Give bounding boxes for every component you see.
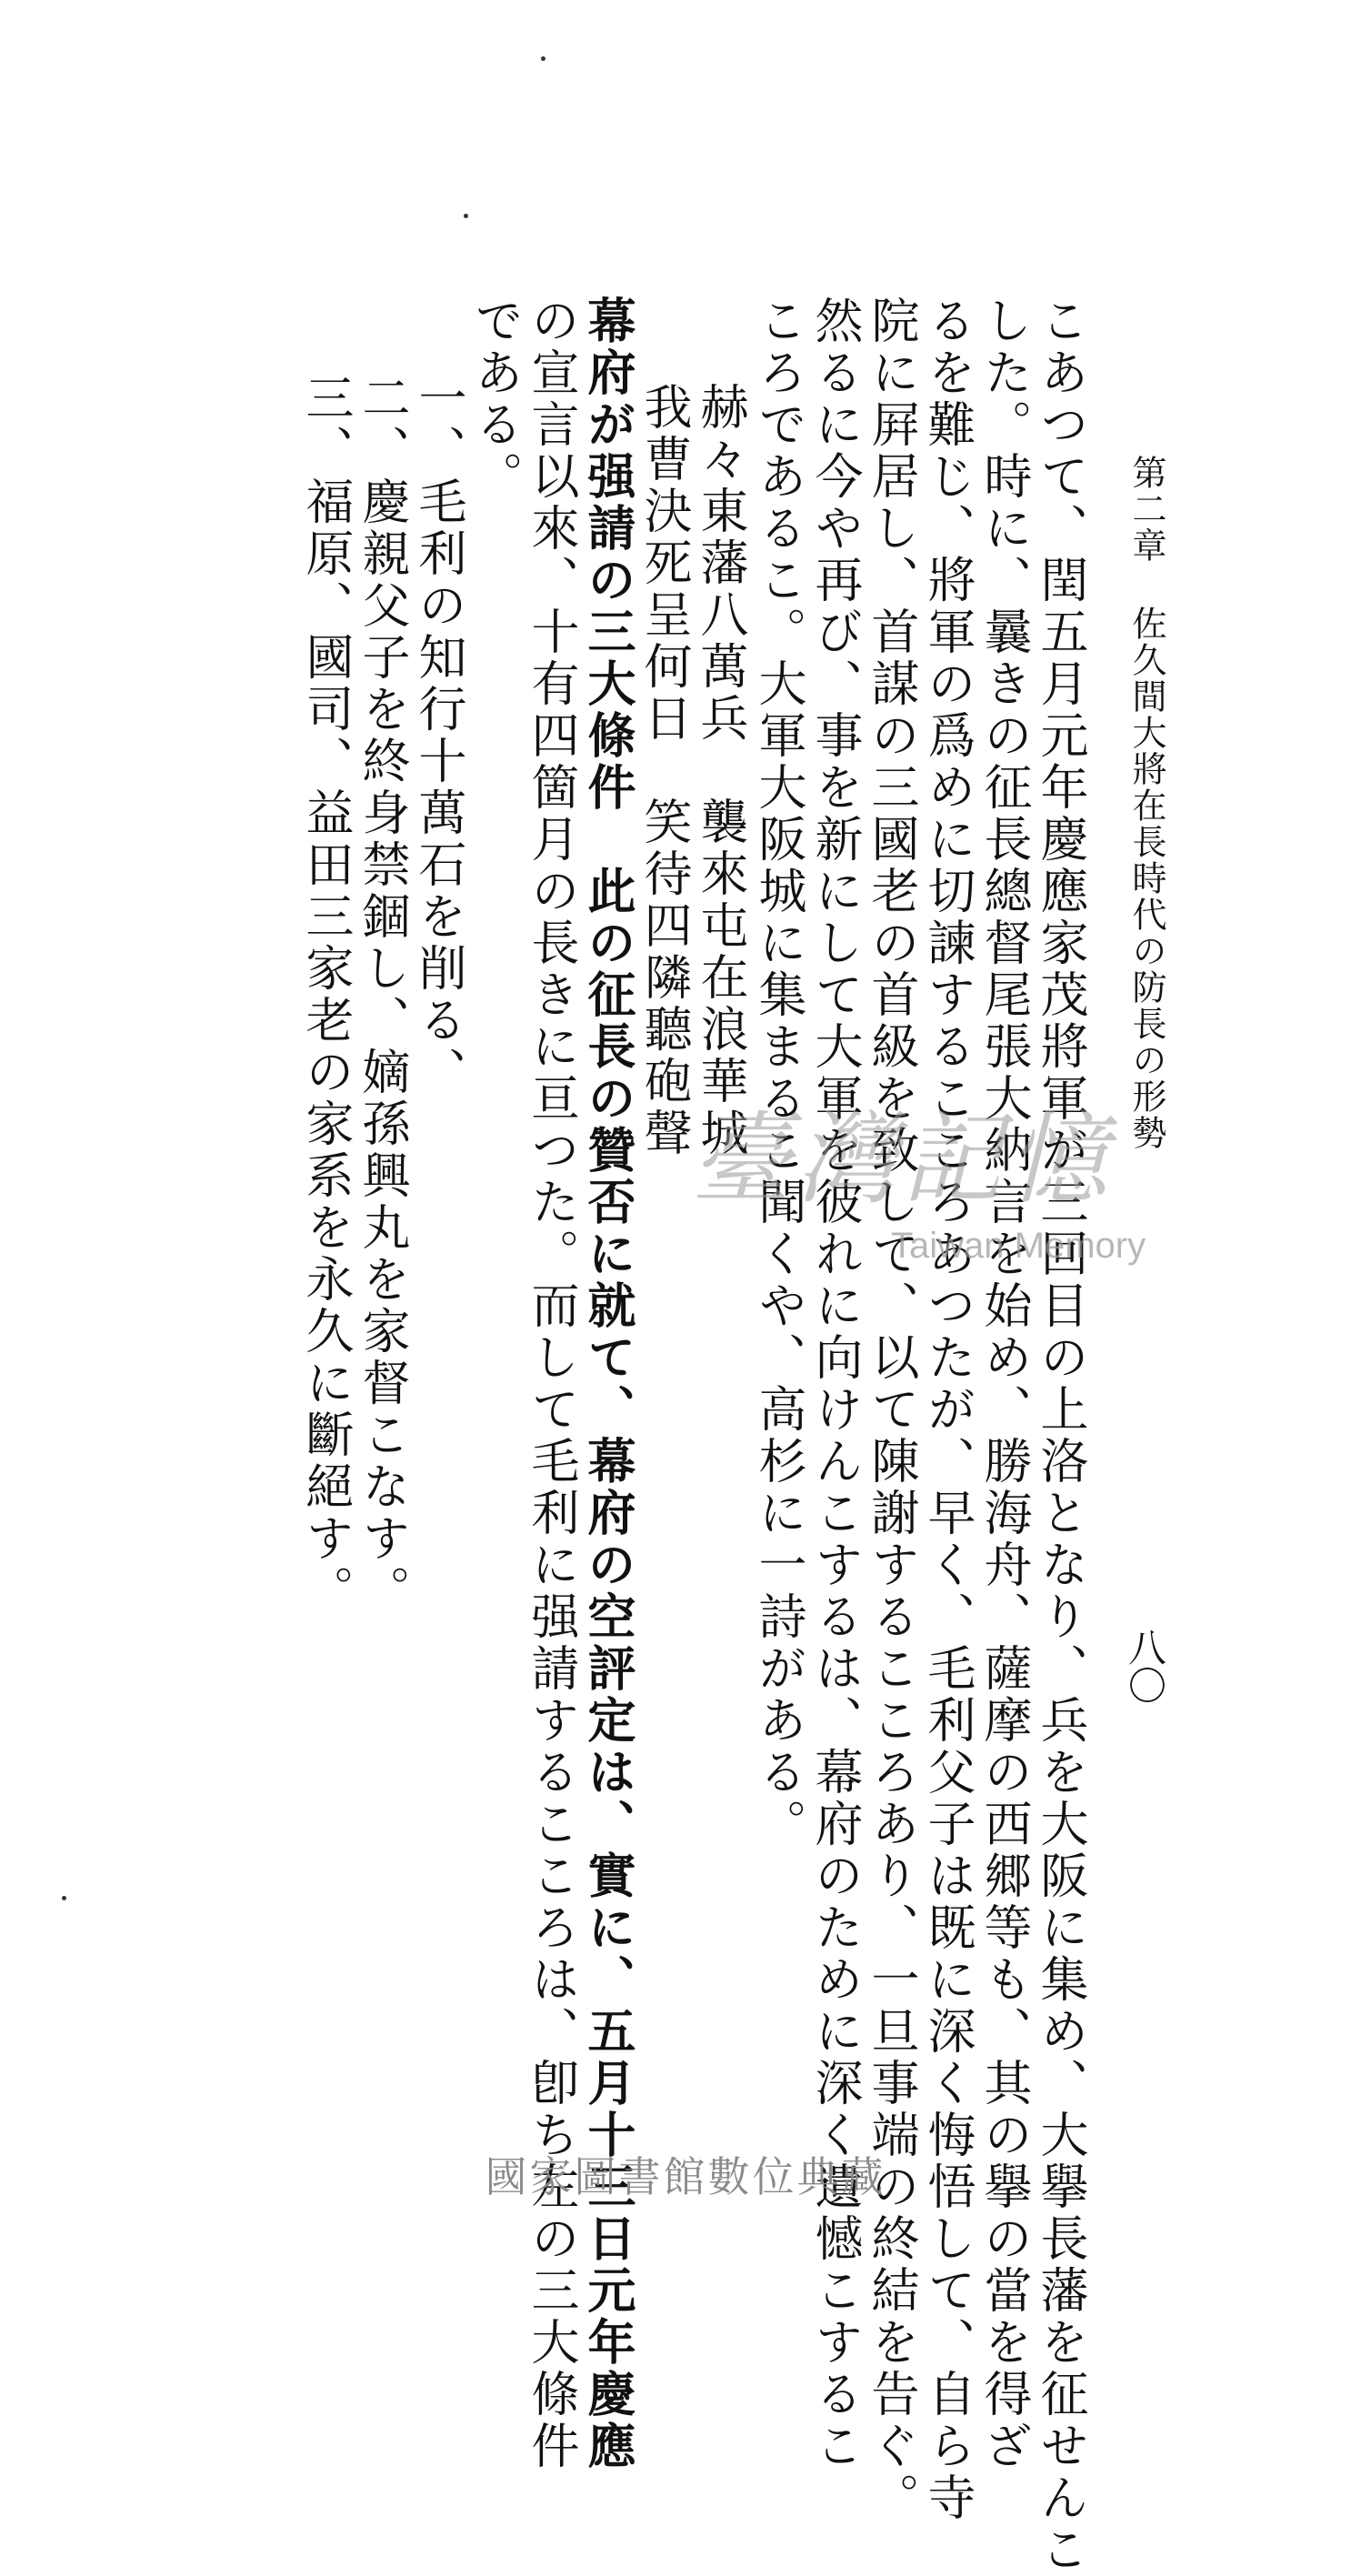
page-number: 八〇 xyxy=(1123,1628,1167,1704)
text-column-3: るを難じ、將軍の爲めに切諫するこころあつたが、早く、毛利父子は既に深く悔悟して、自ら寺 xyxy=(920,296,976,2524)
text-column-2: した。時に、曩きの征長總督尾張大納言を始め、勝海舟、薩摩の西郷等も、其の擧の當を得ざ xyxy=(976,296,1032,2472)
text-column-7: の宣言以來、十有四箇月の長きに亘つた。而して毛利に强請するこころは、卽ち左の三大條件 xyxy=(524,296,579,2472)
scan-speck xyxy=(541,56,545,61)
condition-item-3: 三、福原、國司、益田三家老の家系を永久に斷絕す。 xyxy=(298,373,354,1617)
scan-speck xyxy=(464,214,468,218)
watermark-logo-subtext: Taiwan Memory xyxy=(891,1226,1146,1266)
poem-line-2: 我曹決死呈何日 笑待四隣聽砲聲 xyxy=(636,382,692,1159)
collection-footer: 國家圖書館數位典藏 xyxy=(485,2152,886,2201)
text-column-6: ころであるこ。大軍大阪城に集まるこ聞くや、高杉に一詩がある。 xyxy=(751,296,806,1850)
condition-item-2: 二、慶親父子を終身禁錮し、嫡孫興丸を家督こなす。 xyxy=(355,373,410,1617)
text-column-1: こあつて、閏五月元年慶應家茂將軍が三回目の上洛となり、兵を大阪に集め、大擧長藩を征せんこ xyxy=(1033,296,1088,2576)
text-column-4: 院に屛居し、首謀の三國老の首級を致して、以て陳謝するこころあり、一旦事端の終結を告ぐ。 xyxy=(864,296,919,2524)
condition-item-1: 一、毛利の知行十萬石を削る、 xyxy=(411,373,466,1098)
text-column-5: 然るに今や再び、事を新にして大軍を彼れに向けんこするは、幕府のために深く遺憾こするこ xyxy=(807,296,863,2472)
poem-line-1: 赫々東藩八萬兵 襲來屯在浪華城 xyxy=(693,382,748,1159)
scan-speck xyxy=(62,1896,66,1900)
section-heading-column: 幕府が强請の三大條件 此の征長の贊否に就て、幕府の空評定は、實に、五月十三日元年慶應 xyxy=(580,296,636,2472)
watermark-logo-text: 臺灣記憶 xyxy=(691,1101,1113,1218)
running-header: 第二章 佐久間大將在長時代の防長の形勢 xyxy=(1126,455,1166,1151)
text-column-8: である。 xyxy=(467,296,523,503)
